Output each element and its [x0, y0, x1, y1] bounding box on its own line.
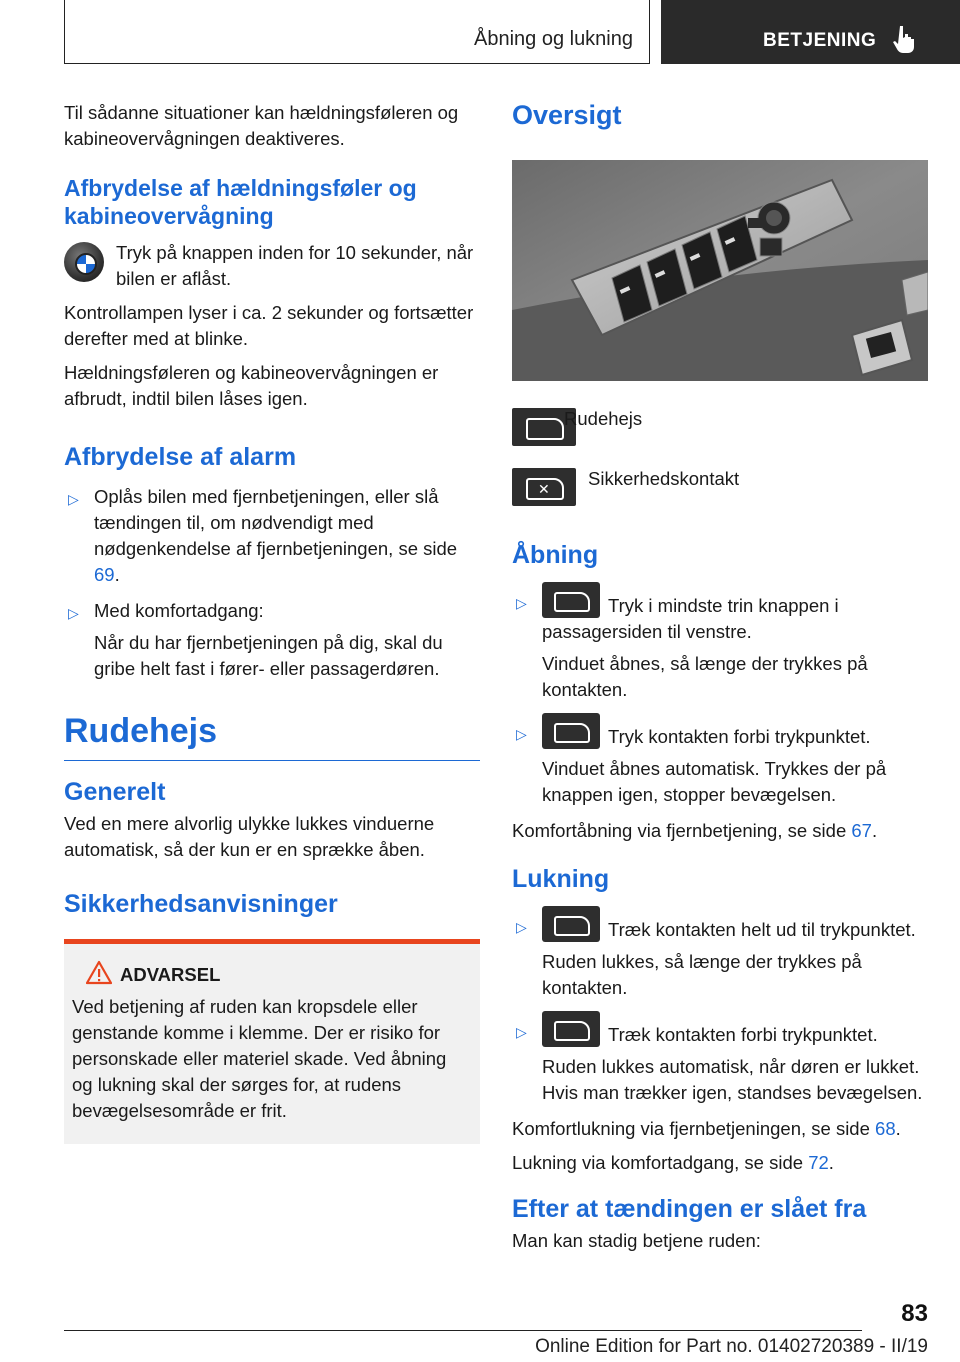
- legend-window-lift: Rudehejs: [512, 406, 928, 466]
- open-bullet-1-detail: Vinduet åbnes, så længe der trykkes på kontakten.: [542, 653, 868, 700]
- footer-divider: [64, 1330, 862, 1331]
- close-bullet-2-detail: Ruden lukkes automatisk, når døren er lukket. Hvis man trækker igen, standses bevægelsen.: [542, 1056, 923, 1103]
- heading-opening: Åbning: [512, 541, 599, 569]
- heading-after-ignition: Efter at tændingen er slået fra: [512, 1195, 867, 1223]
- triangle-bullet-icon: ▷: [516, 919, 527, 935]
- triangle-bullet-icon: ▷: [516, 726, 527, 742]
- triangle-bullet-icon: ▷: [68, 491, 79, 507]
- window-switch-panel-image: [512, 160, 928, 381]
- header-section-title: Åbning og lukning: [473, 28, 633, 50]
- open-bullet-2-detail: Vinduet åbnes automatisk. Trykkes der på knappen igen, stopper bevægelsen.: [542, 758, 887, 805]
- safety-switch-icon: [512, 468, 576, 506]
- header-chapter-box: [661, 0, 960, 64]
- window-lift-icon: [542, 713, 600, 749]
- deactivate-result-text: Hældningsføleren og kabineovervågningen er afbrudt, indtil bilen låses igen.: [64, 362, 439, 409]
- close-bullet-1-detail: Ruden lukkes, så længe der trykkes på kontakten.: [542, 951, 862, 998]
- legend-safety-switch: ✕ Sikkerhedskontakt: [512, 466, 928, 526]
- right-column: [512, 100, 928, 1262]
- open-bullet-2: ▷ Tryk kontakten forbi trykpunktet. Vinduet åbnes automatisk. Trykkes der på knappen igen, stopper bevægelsen.: [512, 713, 928, 808]
- deactivate-lamp-text: Kontrollampen lyser i ca. 2 sekunder og fortsætter derefter med at blinke.: [64, 302, 474, 349]
- header-section-box: [64, 0, 650, 64]
- page-link-69[interactable]: 69: [94, 564, 115, 585]
- deactivate-instruction: [64, 240, 480, 292]
- heading-deactivate-sensor: Afbrydelse af hældningsføler og kabineovervågning: [64, 175, 417, 229]
- close-comfort-text: Komfortlukning via fjernbetjeningen, se side 68.: [512, 1118, 901, 1139]
- general-paragraph: Ved en mere alvorlig ulykke lukkes vinduerne automatisk, så der kun er en sprække åben.: [64, 813, 435, 860]
- heading-window-lifts: Rudehejs: [64, 710, 480, 761]
- heading-alarm-stop: Afbrydelse af alarm: [64, 443, 297, 471]
- intro-paragraph: Til sådanne situationer kan hældningsføleren og kabineovervågningen deaktiveres.: [64, 102, 459, 149]
- page-link-67[interactable]: 67: [851, 820, 872, 841]
- close-bullet-1: ▷ Træk kontakten helt ud til trykpunktet. Ruden lukkes, så længe der trykkes på kontakten.: [512, 906, 928, 1001]
- triangle-bullet-icon: ▷: [516, 1024, 527, 1040]
- open-comfort-text: Komfortåbning via fjernbetjening, se side 67.: [512, 820, 878, 841]
- heading-general: Generelt: [64, 778, 166, 806]
- page-link-72[interactable]: 72: [808, 1152, 829, 1173]
- page-link-68[interactable]: 68: [875, 1118, 896, 1139]
- deactivate-step: Tryk på knappen inden for 10 sekunder, når bilen er aflåst.: [116, 242, 474, 289]
- hand-pointer-icon: [893, 24, 919, 54]
- heading-closing: Lukning: [512, 865, 610, 893]
- alarm-bullet-1: ▷ Oplås bilen med fjernbetjeningen, eller slå tændingen til, om nødvendigt med nødgenkendelse af fjernbetjeningen, se side 69.: [68, 486, 458, 585]
- heading-overview: Oversigt: [512, 100, 622, 130]
- window-lift-icon: [542, 906, 600, 942]
- warning-text: Ved betjening af ruden kan kropsdele eller genstande komme i klemme. Der er risiko for personskade eller materiel skade. Ved åbning og lukning skal der sørges for, at rudens bevægelsesområde er frit.: [72, 996, 447, 1121]
- triangle-bullet-icon: ▷: [68, 605, 79, 621]
- heading-safety: Sikkerhedsanvisninger: [64, 890, 338, 918]
- warning-triangle-icon: [86, 960, 112, 986]
- warning-box: [64, 939, 480, 1144]
- triangle-bullet-icon: ▷: [516, 595, 527, 611]
- window-lift-icon: [542, 1011, 600, 1047]
- left-column: [64, 100, 480, 1144]
- alarm-bullet-2: ▷ Med komfortadgang: Når du har fjernbetjeningen på dig, skal du gribe helt fast i fører- eller passagerdøren.: [64, 598, 480, 682]
- close-bullet-2: ▷ Træk kontakten forbi trykpunktet. Ruden lukkes automatisk, når døren er lukket. Hvis man trækker igen, standses bevægelsen.: [512, 1011, 928, 1106]
- after-ignition-text: Man kan stadig betjene ruden:: [512, 1230, 761, 1251]
- page-number: 83: [901, 1300, 928, 1327]
- footer-edition: Online Edition for Part no. 01402720389 - II/19: [535, 1336, 928, 1357]
- header-chapter-title: BETJENING: [763, 30, 877, 51]
- warning-title: ADVARSEL: [72, 962, 472, 988]
- open-bullet-1: ▷ Tryk i mindste trin knappen i passagersiden til venstre. Vinduet åbnes, så længe der trykkes på kontakten.: [512, 582, 928, 703]
- bmw-key-icon: [64, 242, 104, 282]
- alarm-bullet-2-detail: Når du har fjernbetjeningen på dig, skal du gribe helt fast i fører- eller passagerdøren.: [94, 632, 443, 679]
- window-lift-icon: [542, 582, 600, 618]
- close-access-text: Lukning via komfortadgang, se side 72.: [512, 1152, 834, 1173]
